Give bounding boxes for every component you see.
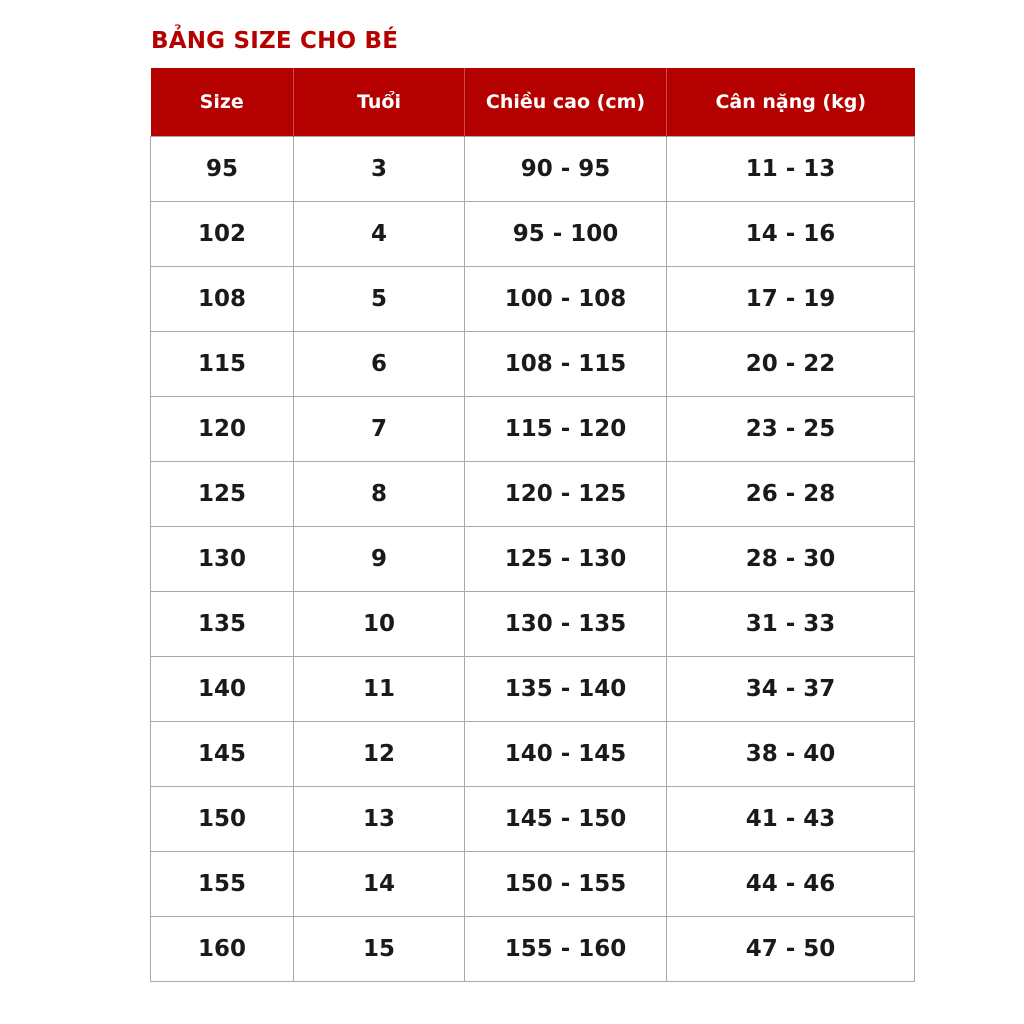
cell-age: 10 (294, 592, 465, 657)
cell-age: 8 (294, 462, 465, 527)
cell-height: 140 - 145 (465, 722, 667, 787)
table-row (151, 657, 915, 722)
cell-weight: 17 - 19 (667, 267, 915, 332)
table-row (151, 787, 915, 852)
cell-weight: 11 - 13 (667, 137, 915, 202)
cell-weight: 31 - 33 (667, 592, 915, 657)
table-row (151, 332, 915, 397)
cell-weight: 34 - 37 (667, 657, 915, 722)
cell-age: 5 (294, 267, 465, 332)
cell-age: 12 (294, 722, 465, 787)
cell-weight: 26 - 28 (667, 462, 915, 527)
table-row (151, 397, 915, 462)
cell-weight: 14 - 16 (667, 202, 915, 267)
table-row (151, 592, 915, 657)
cell-size: 145 (151, 722, 294, 787)
cell-height: 150 - 155 (465, 852, 667, 917)
cell-size: 160 (151, 917, 294, 982)
size-chart-table (150, 68, 915, 982)
cell-age: 11 (294, 657, 465, 722)
table-row (151, 917, 915, 982)
cell-weight: 44 - 46 (667, 852, 915, 917)
header-height: Chiều cao (cm) (465, 68, 667, 137)
cell-size: 120 (151, 397, 294, 462)
header-age: Tuổi (294, 68, 465, 137)
cell-age: 14 (294, 852, 465, 917)
cell-size: 135 (151, 592, 294, 657)
header-size: Size (151, 68, 294, 137)
cell-size: 140 (151, 657, 294, 722)
cell-height: 120 - 125 (465, 462, 667, 527)
cell-height: 155 - 160 (465, 917, 667, 982)
cell-weight: 41 - 43 (667, 787, 915, 852)
cell-size: 108 (151, 267, 294, 332)
cell-size: 115 (151, 332, 294, 397)
cell-height: 145 - 150 (465, 787, 667, 852)
cell-age: 15 (294, 917, 465, 982)
cell-height: 125 - 130 (465, 527, 667, 592)
cell-size: 130 (151, 527, 294, 592)
table-row (151, 137, 915, 202)
cell-weight: 28 - 30 (667, 527, 915, 592)
cell-age: 4 (294, 202, 465, 267)
cell-height: 108 - 115 (465, 332, 667, 397)
cell-age: 9 (294, 527, 465, 592)
cell-age: 3 (294, 137, 465, 202)
cell-size: 102 (151, 202, 294, 267)
cell-weight: 38 - 40 (667, 722, 915, 787)
page-title: BẢNG SIZE CHO BÉ (151, 28, 399, 54)
header-weight: Cân nặng (kg) (667, 68, 915, 137)
header-row (151, 68, 915, 137)
cell-height: 115 - 120 (465, 397, 667, 462)
table-row (151, 462, 915, 527)
table-row (151, 202, 915, 267)
cell-age: 6 (294, 332, 465, 397)
cell-weight: 47 - 50 (667, 917, 915, 982)
table-row (151, 267, 915, 332)
cell-height: 90 - 95 (465, 137, 667, 202)
cell-size: 150 (151, 787, 294, 852)
table-body (151, 137, 915, 982)
cell-size: 155 (151, 852, 294, 917)
cell-height: 95 - 100 (465, 202, 667, 267)
cell-height: 100 - 108 (465, 267, 667, 332)
cell-weight: 20 - 22 (667, 332, 915, 397)
cell-size: 125 (151, 462, 294, 527)
table-row (151, 527, 915, 592)
table-row (151, 722, 915, 787)
cell-age: 13 (294, 787, 465, 852)
cell-height: 135 - 140 (465, 657, 667, 722)
cell-age: 7 (294, 397, 465, 462)
cell-size: 95 (151, 137, 294, 202)
table-row (151, 852, 915, 917)
cell-weight: 23 - 25 (667, 397, 915, 462)
cell-height: 130 - 135 (465, 592, 667, 657)
